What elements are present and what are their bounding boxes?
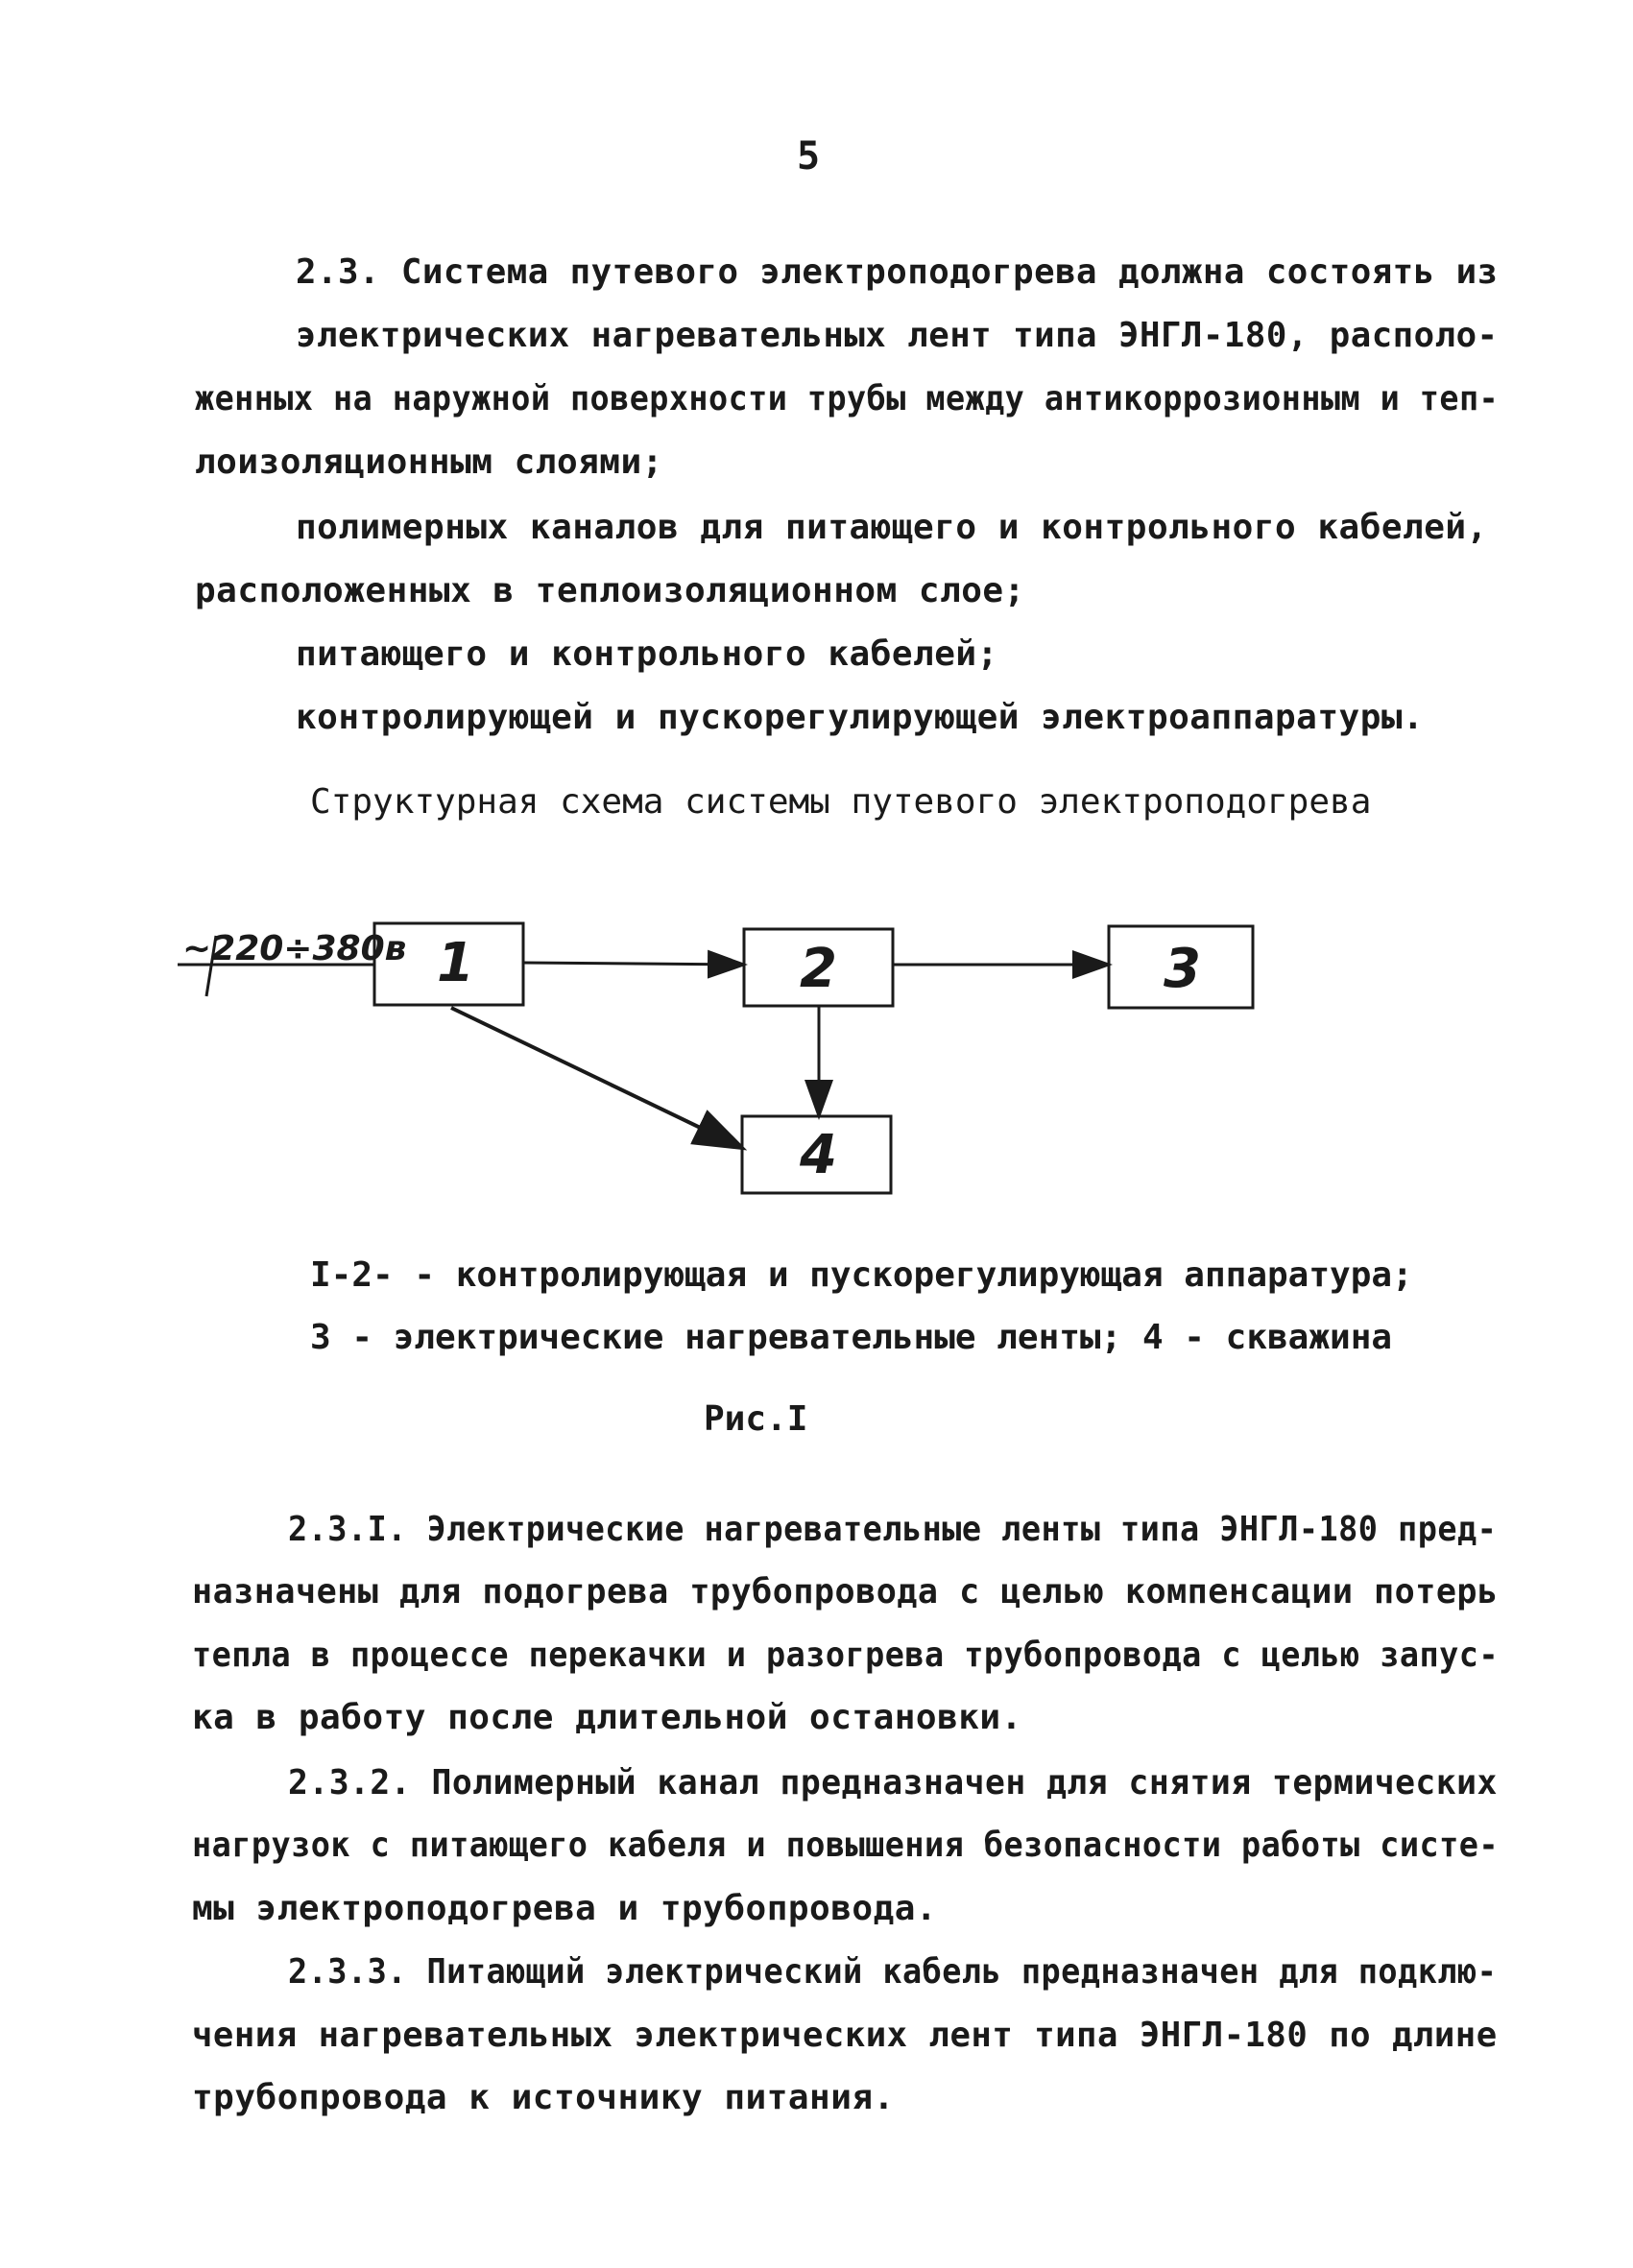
arrow-1-to-4: [451, 1008, 740, 1147]
text-line: тепла в процессе перекачки и разогрева трубопровода с целью запус-: [192, 1635, 1500, 1675]
text-line: полимерных каналов для питающего и контрольного кабелей,: [296, 508, 1488, 547]
text-line: трубопровода к источнику питания.: [192, 2078, 895, 2117]
text-line: 2.3. Система путевого электроподогрева должна состоять из: [296, 252, 1499, 292]
diagram-legend-line: I-2- - контролирующая и пускорегулирующая аппаратура;: [310, 1255, 1413, 1295]
text-line: женных на наружной поверхности трубы между антикоррозионным и теп-: [195, 379, 1500, 418]
text-line: 2.3.2. Полимерный канал предназначен для снятия термических: [288, 1763, 1498, 1802]
text-line: мы электроподогрева и трубопровода.: [192, 1889, 938, 1928]
voltage-label: ~220÷380в: [182, 929, 407, 968]
text-line: ка в работу после длительной остановки.: [192, 1698, 1022, 1737]
block-2: [744, 929, 893, 1006]
block-1-label: 1: [437, 932, 474, 994]
block-4: [742, 1116, 891, 1193]
diagram-legend-line: 3 - электрические нагревательные ленты; 4 - скважина: [310, 1318, 1393, 1357]
text-line: чения нагревательных электрических лент типа ЭНГЛ-180 по длине: [192, 2016, 1498, 2055]
diagram-title: Структурная схема системы путевого электроподогрева: [310, 782, 1372, 822]
text-line: нагрузок с питающего кабеля и повышения безопасности работы систе-: [192, 1826, 1500, 1865]
text-line: лоизоляционным слоями;: [195, 442, 663, 482]
block-3: [1109, 926, 1253, 1008]
text-line: 2.3.3. Питающий электрический кабель предназначен для подклю-: [288, 1952, 1498, 1992]
text-line: питающего и контрольного кабелей;: [296, 634, 998, 674]
arrow-1-to-2: [523, 963, 742, 965]
figure-label: Рис.I: [704, 1399, 808, 1439]
text-line: расположенных в теплоизоляционном слое;: [195, 571, 1025, 610]
page-number: 5: [797, 134, 821, 179]
power-input: [178, 929, 406, 996]
block-3-label: 3: [1164, 938, 1201, 1000]
block-4-label: 4: [800, 1124, 837, 1186]
text-line: назначены для подогрева трубопровода с целью компенсации потерь: [192, 1572, 1499, 1611]
text-line: электрических нагревательных лент типа ЭНГЛ-180, располо-: [296, 316, 1499, 355]
block-2-label: 2: [800, 938, 837, 1000]
text-line: 2.3.I. Электрические нагревательные ленты типа ЭНГЛ-180 пред-: [288, 1510, 1498, 1549]
text-line: контролирующей и пускорегулирующей электроаппаратуры.: [296, 698, 1425, 737]
